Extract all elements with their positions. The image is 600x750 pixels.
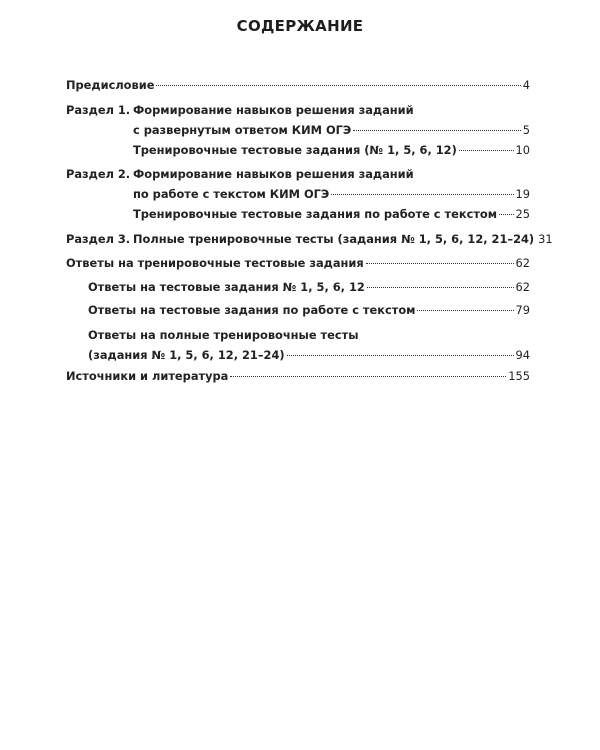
toc-page-number: 25 bbox=[515, 207, 530, 221]
toc-entry-sources[interactable] bbox=[66, 366, 530, 386]
toc-entry-label: Тренировочные тестовые задания по работе с текстом bbox=[133, 207, 498, 221]
toc-page-number: 31 bbox=[538, 232, 553, 246]
toc-page-number: 10 bbox=[515, 143, 530, 157]
dot-leader bbox=[417, 310, 513, 311]
toc-entry-label: Формирование навыков решения заданий bbox=[133, 167, 414, 181]
section-label-1: Раздел 1. bbox=[66, 103, 131, 117]
toc-entry-label-continued: по работе с текстом КИМ ОГЭ bbox=[133, 187, 330, 201]
toc-entry-label: Источники и литература bbox=[66, 369, 229, 383]
toc-entry-section-3[interactable] bbox=[133, 229, 553, 249]
toc-page-number: 155 bbox=[508, 369, 530, 383]
toc-page-number: 4 bbox=[522, 78, 530, 92]
page-title: СОДЕРЖАНИЕ bbox=[236, 17, 364, 35]
toc-entry-answers-text[interactable] bbox=[88, 300, 530, 320]
toc-entry-section-2-tests[interactable] bbox=[133, 204, 530, 224]
toc-entry-label: Формирование навыков решения заданий bbox=[133, 103, 414, 117]
dot-leader bbox=[156, 85, 520, 86]
dot-leader bbox=[287, 355, 514, 356]
toc-entry-section-1[interactable] bbox=[133, 100, 530, 140]
toc-entry-label: Предисловие bbox=[66, 78, 155, 92]
toc-entry-label: Ответы на тестовые задания по работе с текстом bbox=[88, 303, 416, 317]
toc-page-number: 62 bbox=[515, 280, 530, 294]
toc-entry-label: Полные тренировочные тесты (задания № 1, 5, 6, 12, 21–24) bbox=[133, 232, 535, 246]
toc-entry-answers-full[interactable] bbox=[88, 325, 530, 365]
toc-entry-label: Ответы на тестовые задания № 1, 5, 6, 12 bbox=[88, 280, 365, 294]
toc-entry-section-2[interactable] bbox=[133, 164, 530, 204]
toc-page-number: 62 bbox=[515, 256, 530, 270]
toc-page-number: 94 bbox=[515, 348, 530, 362]
toc-entry-section-1-tests[interactable] bbox=[133, 140, 530, 160]
toc-entry-label: Ответы на тренировочные тестовые задания bbox=[66, 256, 364, 270]
dot-leader bbox=[459, 150, 514, 151]
toc-page-number: 19 bbox=[515, 187, 530, 201]
dot-leader bbox=[499, 214, 513, 215]
toc-entry-label: Тренировочные тестовые задания (№ 1, 5, 6, 12) bbox=[133, 143, 457, 157]
dot-leader bbox=[367, 287, 514, 288]
dot-leader bbox=[331, 194, 513, 195]
toc-entry-label: Ответы на полные тренировочные тесты bbox=[88, 328, 359, 342]
toc-entry-answers-tests[interactable] bbox=[88, 277, 530, 297]
dot-leader bbox=[366, 263, 514, 264]
section-label-2: Раздел 2. bbox=[66, 167, 131, 181]
toc-page-number: 5 bbox=[522, 123, 530, 137]
dot-leader bbox=[230, 376, 506, 377]
toc-entry-label-continued: с развернутым ответом КИМ ОГЭ bbox=[133, 123, 352, 137]
dot-leader bbox=[353, 130, 521, 131]
toc-entry-preface[interactable] bbox=[66, 75, 530, 95]
toc-page-number: 79 bbox=[515, 303, 530, 317]
section-label-3: Раздел 3. bbox=[66, 232, 131, 246]
toc-entry-answers[interactable] bbox=[66, 253, 530, 273]
toc-entry-label-continued: (задания № 1, 5, 6, 12, 21–24) bbox=[88, 348, 285, 362]
